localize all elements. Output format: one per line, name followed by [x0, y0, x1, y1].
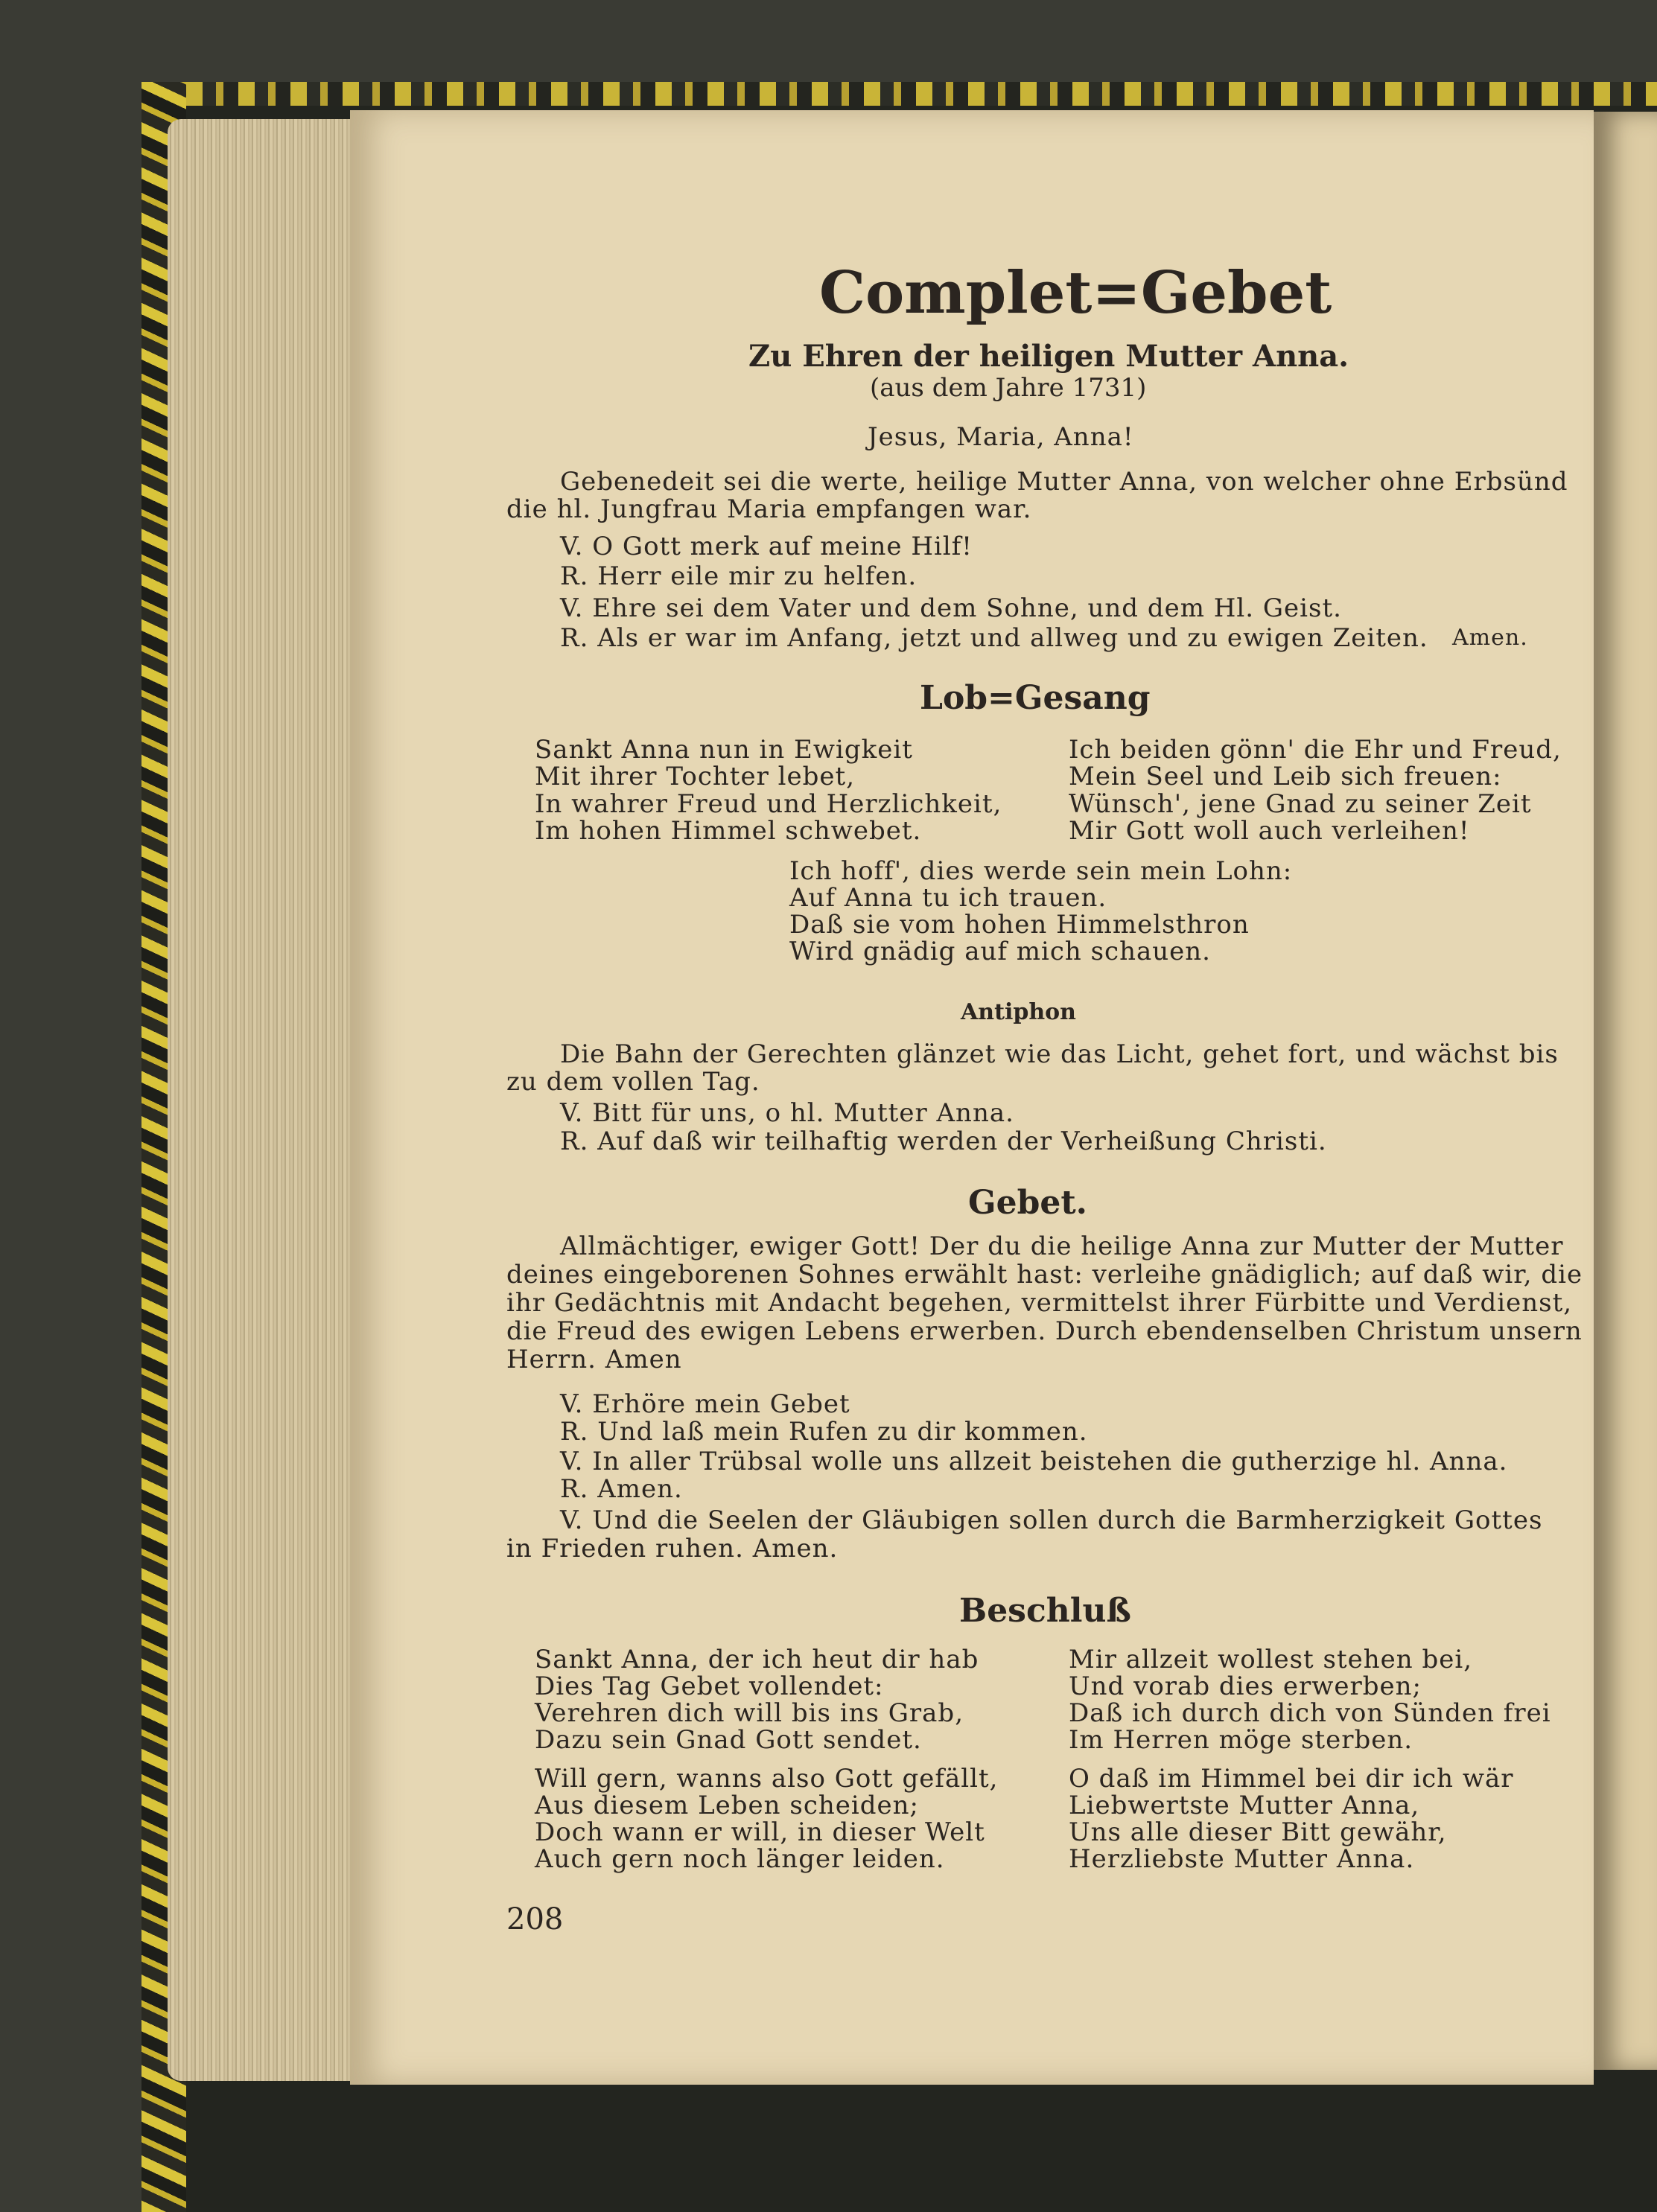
verse-line: Will gern, wanns also Gott gefällt,	[535, 1764, 999, 1794]
verse-line: Daß ich durch dich von Sünden frei	[1069, 1698, 1551, 1728]
intro-line: Gebenedeit sei die werte, heilige Mutter Anna, von welcher ohne Erbsünd	[560, 467, 1568, 497]
page-title: Complet=Gebet	[819, 259, 1332, 327]
verse-line: Im Herren möge sterben.	[1069, 1725, 1413, 1755]
section-heading-beschluss: Beschluß	[959, 1592, 1131, 1630]
page-stack	[168, 119, 357, 2081]
verse-line: Ich beiden gönn' die Ehr und Freud,	[1069, 735, 1562, 765]
verse-line: Wird gnädig auf mich schauen.	[789, 937, 1211, 966]
gebet-line: ihr Gedächtnis mit Andacht begehen, vermittelst ihrer Fürbitte und Verdienst,	[506, 1288, 1573, 1318]
verse-line: Wünsch', jene Gnad zu seiner Zeit	[1069, 789, 1532, 819]
verse-line: In wahrer Freud und Herzlichkeit,	[535, 789, 1002, 819]
versicle-amen: Amen.	[1452, 625, 1528, 651]
versicle: R. Und laß mein Rufen zu dir kommen.	[560, 1417, 1088, 1447]
verse-line: Dies Tag Gebet vollendet:	[535, 1671, 884, 1701]
facing-page-edge	[1594, 112, 1657, 2070]
versicle: V. In aller Trübsal wolle uns allzeit beistehen die gutherzige hl. Anna.	[560, 1447, 1508, 1476]
verse-line: Auf Anna tu ich trauen.	[789, 883, 1107, 913]
versicle: R. Amen.	[560, 1474, 683, 1504]
verse-line: O daß im Himmel bei dir ich wär	[1069, 1764, 1514, 1794]
page-number: 208	[506, 1902, 564, 1937]
gebet-line: deines eingeborenen Sohnes erwählt hast: verleihe gnädiglich; auf daß wir, die	[506, 1260, 1583, 1290]
verse-line: Im hohen Himmel schwebet.	[535, 816, 922, 846]
invocation: Jesus, Maria, Anna!	[868, 422, 1134, 452]
verse-line: Daß sie vom hohen Himmelsthron	[789, 910, 1250, 940]
verse-line: Uns alle dieser Bitt gewähr,	[1069, 1817, 1447, 1847]
verse-line: Mir allzeit wollest stehen bei,	[1069, 1645, 1473, 1674]
verse-line: Doch wann er will, in dieser Welt	[535, 1817, 985, 1847]
versicle: R. Herr eile mir zu helfen.	[560, 561, 917, 591]
verse-line: Mein Seel und Leib sich freuen:	[1069, 762, 1502, 791]
antiphon-line: R. Auf daß wir teilhaftig werden der Verheißung Christi.	[560, 1126, 1327, 1156]
verse-line: Und vorab dies erwerben;	[1069, 1671, 1422, 1701]
verse-line: Mit ihrer Tochter lebet,	[535, 762, 856, 791]
gebet-line: Allmächtiger, ewiger Gott! Der du die heilige Anna zur Mutter der Mutter	[560, 1231, 1564, 1261]
intro-line: die hl. Jungfrau Maria empfangen war.	[506, 494, 1032, 524]
versicle: V. O Gott merk auf meine Hilf!	[560, 532, 973, 561]
verse-line: Dazu sein Gnad Gott sendet.	[535, 1725, 922, 1755]
versicle: V. Ehre sei dem Vater und dem Sohne, und dem Hl. Geist.	[560, 593, 1342, 623]
verse-line: Mir Gott woll auch verleihen!	[1069, 816, 1470, 846]
versicle: R. Als er war im Anfang, jetzt und allweg und zu ewigen Zeiten.	[560, 623, 1428, 653]
antiphon-line: zu dem vollen Tag.	[506, 1067, 760, 1097]
verse-line: Aus diesem Leben scheiden;	[535, 1791, 919, 1820]
versicle: in Frieden ruhen. Amen.	[506, 1534, 839, 1564]
verse-line: Liebwertste Mutter Anna,	[1069, 1791, 1420, 1820]
verse-line: Sankt Anna, der ich heut dir hab	[535, 1645, 979, 1674]
antiphon-line: V. Bitt für uns, o hl. Mutter Anna.	[560, 1098, 1014, 1128]
verse-line: Ich hoff', dies werde sein mein Lohn:	[789, 856, 1293, 886]
page-subtitle: Zu Ehren der heiligen Mutter Anna.	[748, 339, 1349, 374]
gebet-line: die Freud des ewigen Lebens erwerben. Durch ebendenselben Christum unsern	[506, 1316, 1583, 1346]
section-heading-lobgesang: Lob=Gesang	[920, 679, 1151, 717]
verse-line: Verehren dich will bis ins Grab,	[535, 1698, 964, 1728]
versicle: V. Erhöre mein Gebet	[560, 1389, 850, 1419]
section-heading-gebet: Gebet.	[968, 1184, 1087, 1222]
verse-line: Herzliebste Mutter Anna.	[1069, 1844, 1415, 1874]
source-year: (aus dem Jahre 1731)	[870, 373, 1147, 403]
verse-line: Sankt Anna nun in Ewigkeit	[535, 735, 913, 765]
marbled-cover-top	[186, 82, 1657, 106]
versicle: V. Und die Seelen der Gläubigen sollen durch die Barmherzigkeit Gottes	[560, 1505, 1543, 1535]
gebet-line: Herrn. Amen	[506, 1345, 682, 1374]
antiphon-line: Die Bahn der Gerechten glänzet wie das Licht, gehet fort, und wächst bis	[560, 1039, 1559, 1069]
section-heading-antiphon: Antiphon	[961, 999, 1076, 1025]
verse-line: Auch gern noch länger leiden.	[535, 1844, 945, 1874]
